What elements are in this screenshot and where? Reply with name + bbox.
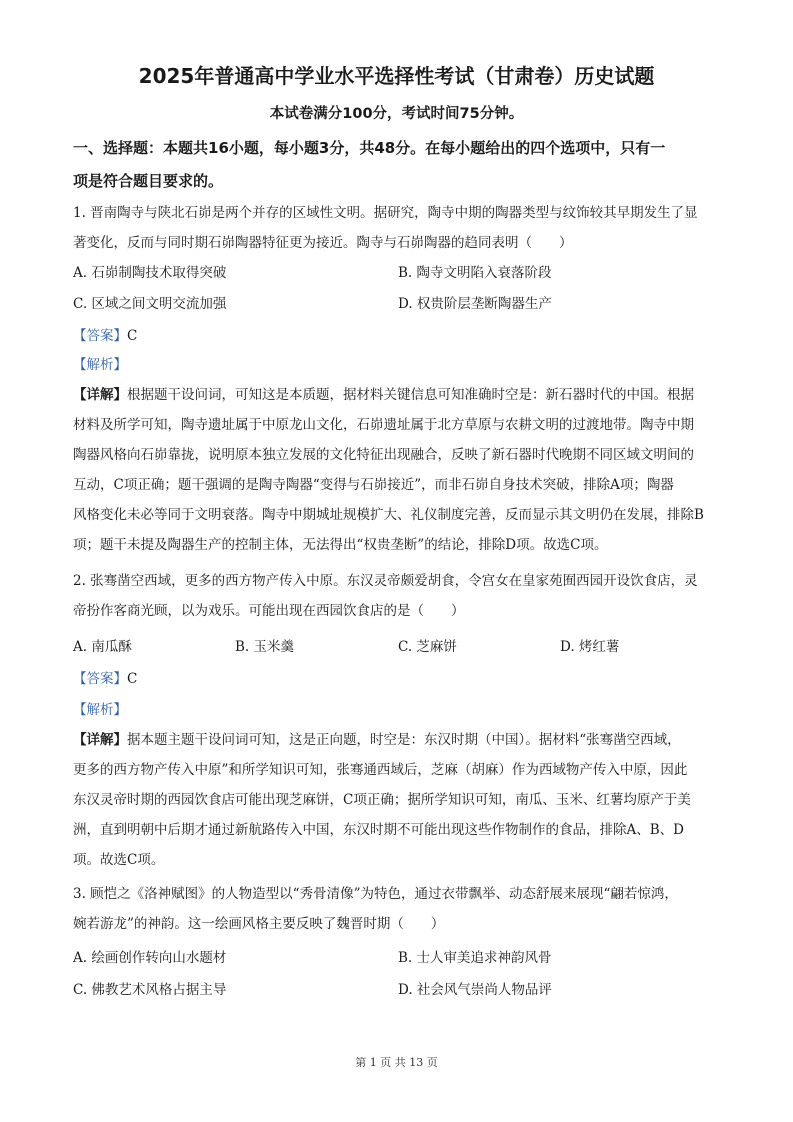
q2-option-b: B. 玉米羹 [235, 639, 295, 655]
page-number: 第 1 页 共 13 页 [355, 1056, 438, 1069]
q1-detail-line6: 项；题干未提及陶器生产的控制主体，无法得出“权贵垄断”的结论，排除D项。故选C项。 [73, 537, 608, 553]
q2-detail-line4: 洲，直到明朝中后期才通过新航路传入中国，东汉时期不可能出现这些作物制作的食品，排除A、B、D [73, 822, 684, 838]
detail-tag: 【详解】 [73, 387, 127, 403]
q1-option-a: A. 石峁制陶技术取得突破 [73, 265, 227, 281]
q1-stem-line2: 著变化，反而与同时期石峁陶器特征更为接近。陶寺与石峁陶器的趋同表明（ ） [73, 235, 573, 251]
exam-note: 本试卷满分100分，考试时间75分钟。 [269, 106, 524, 122]
q1-detail-line3: 陶器风格向石峁靠拢，说明原本独立发展的文化特征出现融合，反映了新石器时代晚期不同区域文明间的 [73, 447, 694, 463]
q1-detail-line2: 材料及所学可知，陶寺遗址属于中原龙山文化，石峁遗址属于北方草原与农耕文明的过渡地带。陶寺中期 [73, 417, 694, 433]
q1-detail-line1 [73, 385, 694, 405]
q2-option-d: D. 烤红薯 [560, 639, 620, 655]
q3-option-b: B. 士人审美追求神韵风骨 [398, 950, 552, 966]
q1-analysis-tag: 【解析】 [73, 357, 127, 373]
q1-option-b: B. 陶寺文明陷入衰落阶段 [398, 265, 552, 281]
section-heading-line1: 一、选择题：本题共16小题，每小题3分，共48分。在每小题给出的四个选项中，只有一 [73, 139, 666, 157]
detail-tag: 【详解】 [73, 732, 127, 748]
q2-detail-line2: 更多的西方物产传入中原”和所学知识可知，张骞通西域后，芝麻（胡麻）作为西域物产传入中原，因此 [73, 762, 688, 778]
q1-option-c: C. 区域之间文明交流加强 [73, 296, 227, 312]
q3-stem-line2: 婉若游龙”的神韵。这一绘画风格主要反映了魏晋时期（ ） [73, 916, 445, 932]
answer-tag: 【答案】 [73, 328, 127, 344]
q2-stem-line2: 帝扮作客商光顾，以为戏乐。可能出现在西园饮食店的是（ ） [73, 603, 465, 619]
q2-option-a: A. 南瓜酥 [73, 639, 132, 655]
q2-detail-line3: 东汉灵帝时期的西园饮食店可能出现芝麻饼，C项正确；据所学知识可知，南瓜、玉米、红薯均原产于美 [73, 792, 691, 808]
answer-value: C [127, 328, 138, 344]
q1-stem-line1: 1. 晋南陶寺与陕北石峁是两个并存的区域性文明。据研究，陶寺中期的陶器类型与纹饰较其早期发生了显 [73, 205, 698, 221]
q1-answer [73, 326, 137, 346]
q2-stem-line1: 2. 张骞凿空西域，更多的西方物产传入中原。东汉灵帝颇爱胡食，令宫女在皇家苑囿西园开设饮食店，灵 [73, 573, 698, 589]
q2-answer [73, 669, 137, 689]
detail-text: 据本题主题干设问词可知，这是正向题，时空是：东汉时期（中国）。据材料“张骞凿空西域， [127, 732, 681, 748]
answer-value: C [127, 671, 138, 687]
q1-option-d: D. 权贵阶层垄断陶器生产 [398, 296, 552, 312]
q1-detail-line5: 风格变化未必等同于文明衰落。陶寺中期城址规模扩大、礼仪制度完善，反而显示其文明仍在发展，排除B [73, 507, 704, 523]
section-heading-line2: 项是符合题目要求的。 [73, 172, 224, 190]
q3-option-a: A. 绘画创作转向山水题材 [73, 950, 227, 966]
q3-option-d: D. 社会风气崇尚人物品评 [398, 982, 552, 998]
q2-detail-line5: 项。故选C项。 [73, 852, 165, 868]
q2-analysis-tag: 【解析】 [73, 702, 127, 718]
answer-tag: 【答案】 [73, 671, 127, 687]
q1-detail-line4: 互动，C项正确；题干强调的是陶寺陶器“变得与石峁接近”，而非石峁自身技术突破，排除A项；陶器 [73, 477, 674, 493]
q2-option-c: C. 芝麻饼 [398, 639, 457, 655]
q3-stem-line1: 3. 顾恺之《洛神赋图》的人物造型以“秀骨清像”为特色，通过衣带飘举、动态舒展来展现“翩若惊鸿， [73, 886, 678, 902]
q3-option-c: C. 佛教艺术风格占据主导 [73, 982, 227, 998]
page-title: 2025年普通高中学业水平选择性考试（甘肃卷）历史试题 [138, 64, 655, 88]
detail-text: 根据题干设问词，可知这是本质题，据材料关键信息可知准确时空是：新石器时代的中国。根据 [127, 387, 694, 403]
q2-detail-line1 [73, 730, 681, 750]
